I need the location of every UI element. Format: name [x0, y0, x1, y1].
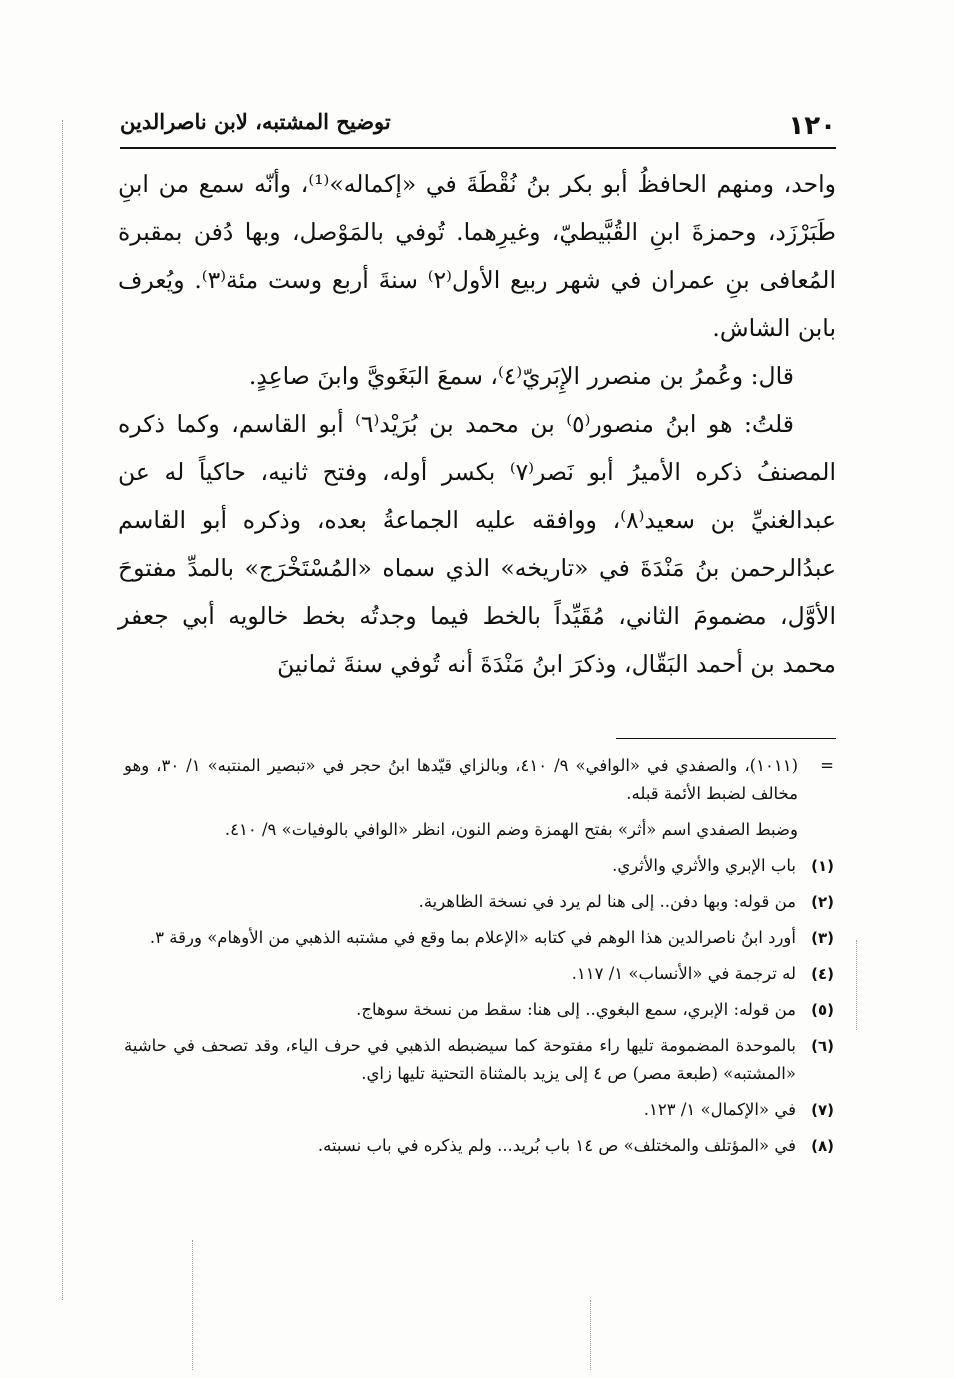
footnote-number: (٦)	[811, 1037, 834, 1055]
footnote-text: باب الإبري والأثري والأثري.	[612, 856, 796, 875]
footnote-number: (١)	[811, 857, 834, 875]
footnote-number: (٨)	[811, 1137, 834, 1155]
running-title: توضيح المشتبه، لابن ناصرالدين	[120, 109, 391, 134]
scan-artifact	[590, 1300, 591, 1370]
paragraph: قال: وعُمرُ بن منصرر الإِبَريّ⁽٤⁾، سمعَ البَغَويَّ وابنَ صاعِدٍ.	[248, 362, 794, 390]
footnote-continuation: وضبط الصفدي اسم «أثر» بفتح الهمزة وضم النون، انظر «الوافي بالوفيات» ٩/ ٤١٠.	[224, 820, 798, 839]
scan-artifact	[192, 1240, 193, 1370]
footnote	[124, 1132, 834, 1160]
footnote-number: (٢)	[811, 893, 834, 911]
paragraph: قلتُ: هو ابنُ منصور⁽٥⁾ بن محمد بن بُرَيْد⁽٦⁾ أبو القاسم، وكما ذكره المصنفُ ذكره الأميرُ أبو نَصر⁽٧⁾ بكسر أوله، وفتح ثانيه، حاكياً له عن عبدالغنيِّ بن سعيد⁽٨⁾، ووافقه عليه الجماعةُ بعده، وذكره أبو القاسم عبدُالرحمن بنُ مَنْدَةَ في «تاريخه» الذي سماه «المُسْتَخْرَج» بالمدِّ مفتوحَ الأوَّل، مضمومَ الثاني، مُقَيِّداً بالخط فيما وجدتُه بخط خالويه أبي جعفر محمد بن أحمد البَقّال، وذكرَ ابنُ مَنْدَةَ أنه تُوفي سنةَ ثمانينَ	[118, 410, 836, 678]
footnote	[124, 960, 834, 988]
footnote-text: أورد ابنُ ناصرالدين هذا الوهم في كتابه «الإعلام بما وقع في مشتبه الذهبي من الأوهام» ورقة ٣.	[149, 928, 796, 947]
footnote-number: (٧)	[811, 1101, 834, 1119]
footnote-text: في «المؤتلف والمختلف» ص ١٤ باب بُريد... ولم يذكره في باب نسبته.	[317, 1136, 796, 1155]
footnote	[124, 996, 834, 1024]
footnote-number: (٥)	[811, 1001, 834, 1019]
footnote-continuation	[124, 752, 834, 808]
scan-artifact	[856, 940, 857, 1030]
footnote-text: له ترجمة في «الأنساب» ١/ ١١٧.	[571, 964, 796, 983]
footnote	[124, 924, 834, 952]
footnote-text: من قوله: الإبري، سمع البغوي.. إلى هنا: سقط من نسخة سوهاج.	[356, 1000, 796, 1019]
footnote-separator	[616, 738, 836, 739]
footnotes	[124, 752, 834, 1168]
footnote-continuation-text: (١٠١١)، والصفدي في «الوافي» ٩/ ٤١٠، وبالزاي قيّدها ابنُ حجر في «تبصير المنتبه» ١/ ٣٠، وهو مخالف لضبط الأئمة قبله.	[124, 756, 799, 803]
scan-artifact	[62, 120, 63, 1300]
footnote	[124, 852, 834, 880]
page-number: ١٢٠	[788, 111, 836, 141]
page-header	[120, 103, 836, 149]
paragraph: واحد، ومنهم الحافظُ أبو بكر بنُ نُقْطَةَ في «إكماله»⁽¹⁾، وأنّه سمع من ابنِ طَبَرْزَد، وحمزةَ ابنِ القُبَّيطيّ، وغيرِهما. تُوفي بالمَوْصل، وبها دُفن بمقبرة المُعافى بنِ عمران في شهر ربيع الأول⁽٢⁾ سنةَ أربع وست مئة⁽٣⁾. ويُعرف بابن الشاش.	[118, 170, 836, 342]
footnote-number: (٤)	[811, 965, 834, 983]
footnote	[124, 1032, 834, 1088]
footnote-number: (٣)	[811, 929, 834, 947]
footnote-text: في «الإكمال» ١/ ١٢٣.	[643, 1100, 796, 1119]
footnote	[124, 1096, 834, 1124]
footnote-text: من قوله: وبها دفن.. إلى هنا لم يرد في نسخة الظاهرية.	[418, 892, 796, 911]
footnote-text: بالموحدة المضمومة تليها راء مفتوحة كما سيضبطه الذهبي في حرف الياء، وقد تصحف في حاشية «المشتبه» (طبعة مصر) ص ٤ إلى يزيد بالمثناة التحتية تليها زاي.	[124, 1036, 796, 1083]
main-text	[118, 160, 836, 688]
footnote	[124, 888, 834, 916]
continuation-mark: =	[820, 756, 834, 775]
